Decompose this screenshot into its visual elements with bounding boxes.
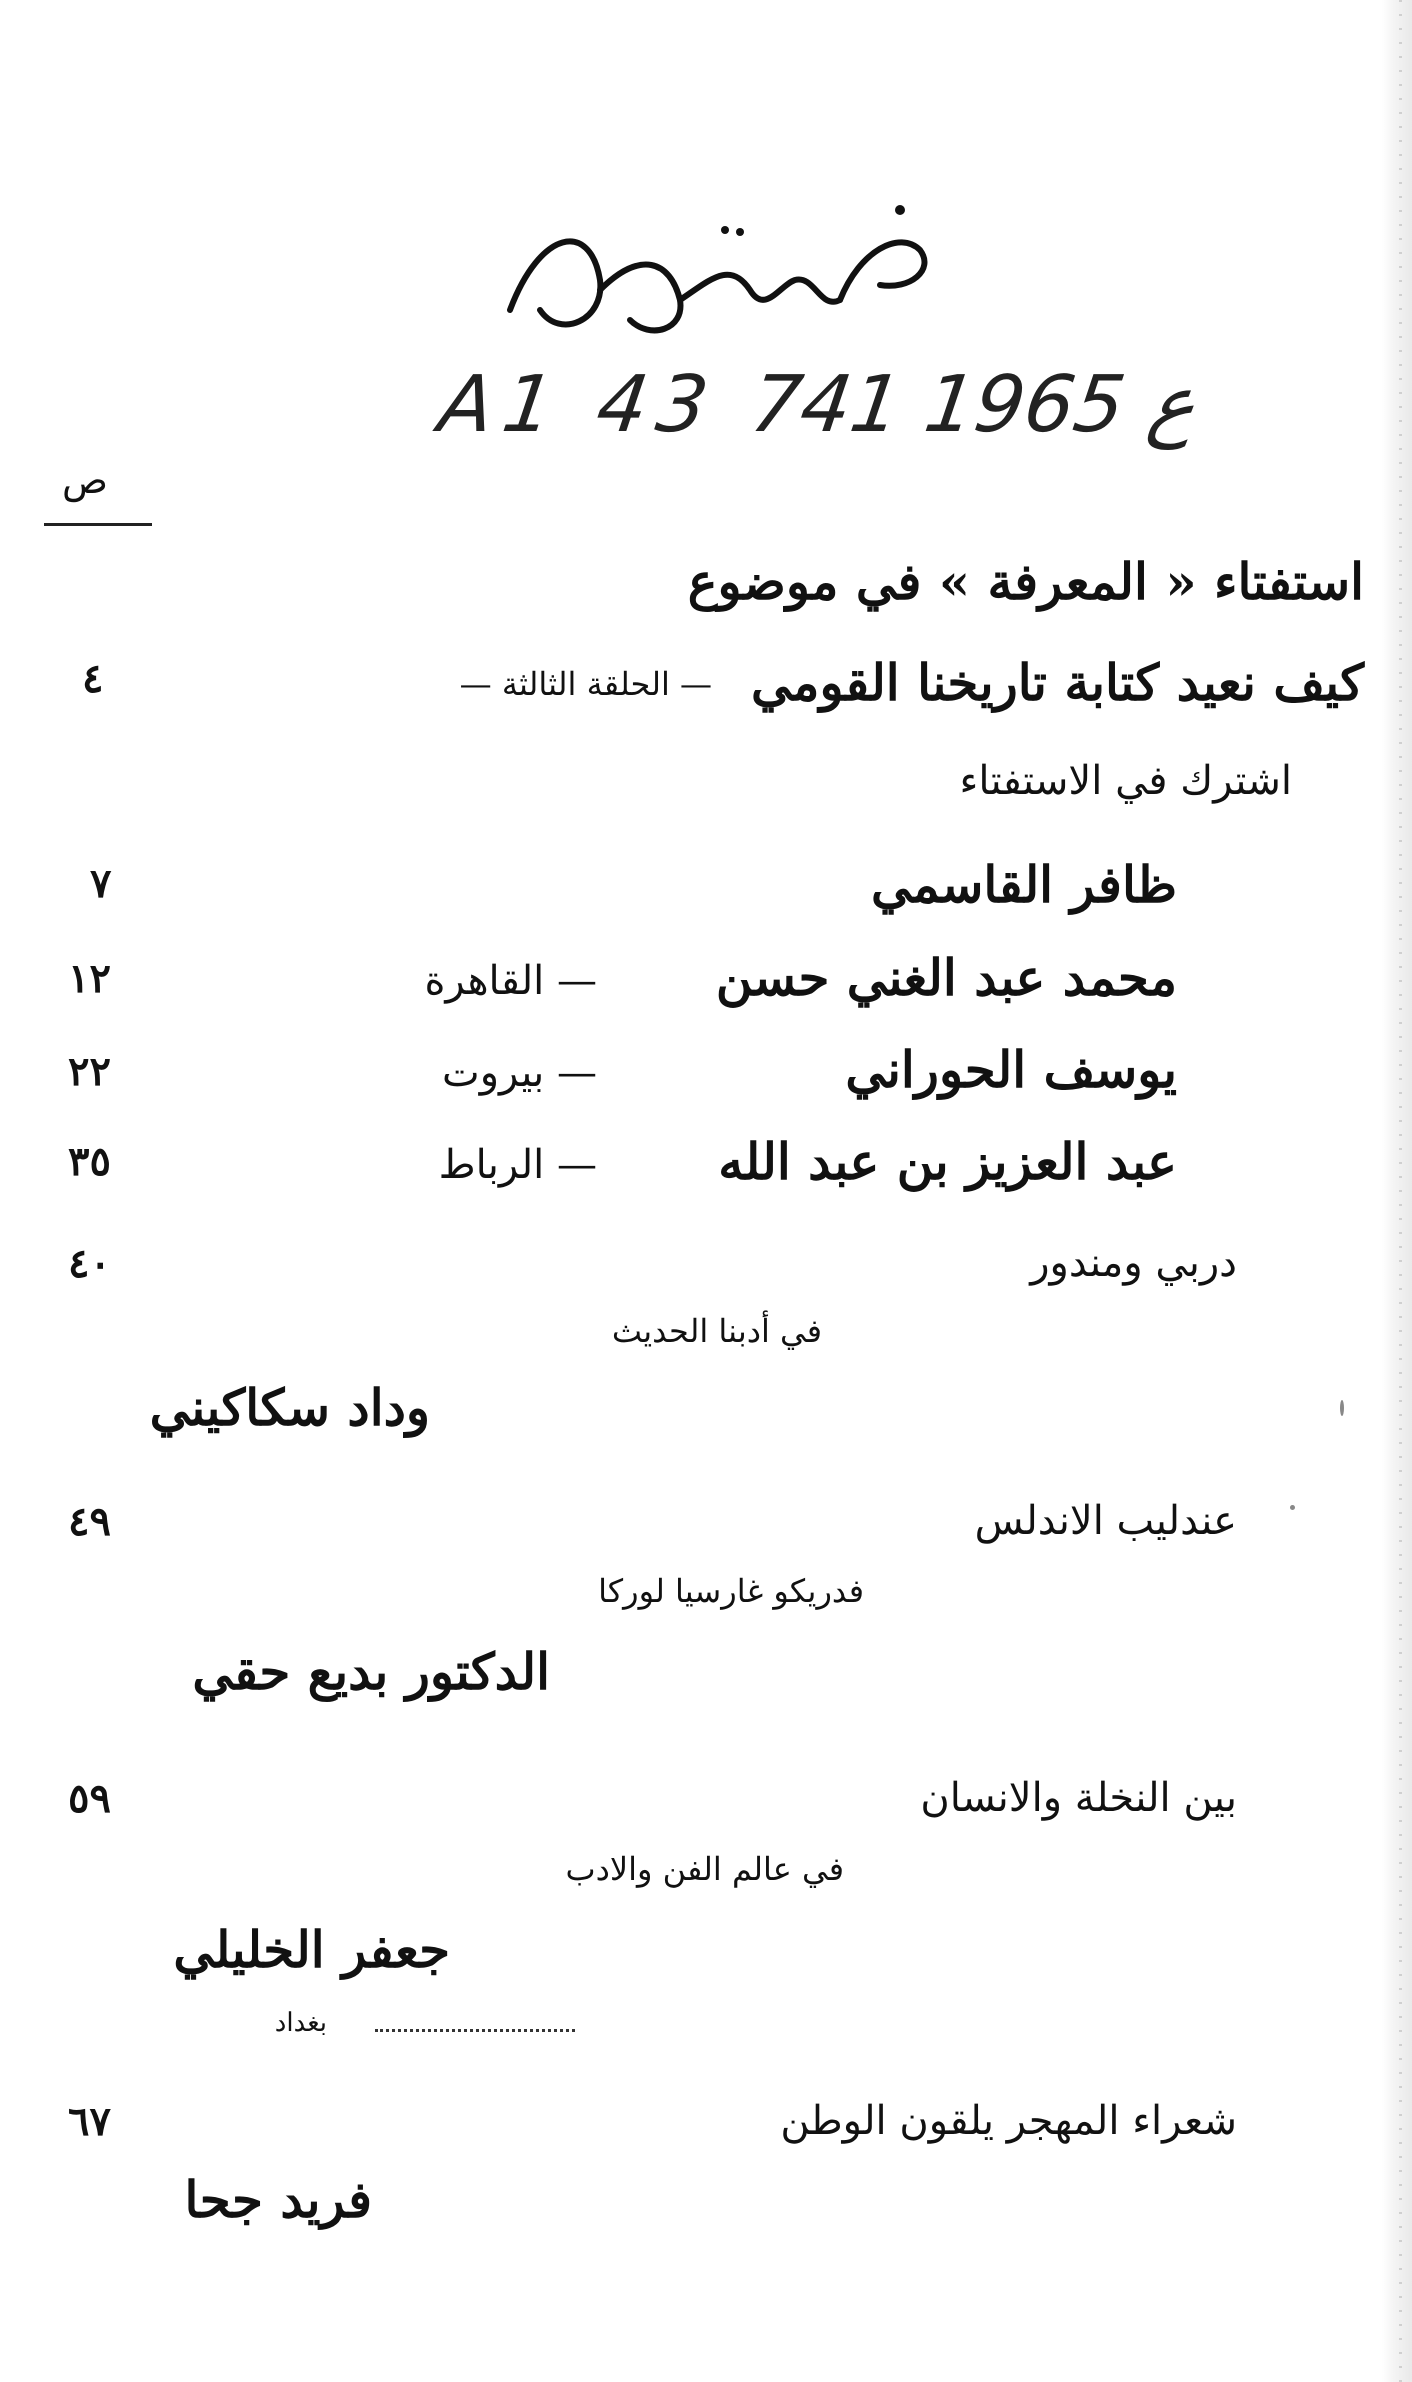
page-column-label: ص [62,458,108,502]
survey-topic: كيف نعيد كتابة تاريخنا القومي [750,653,1364,712]
article-author: جعفر الخليلي [173,1920,450,1979]
article-title: دربي ومندور [1030,1240,1237,1286]
survey-episode: — الحلقة الثالثة — [459,665,712,703]
article-city: بغداد [274,2008,327,2038]
participant-city: — الرباط [438,1142,597,1188]
participant-name: ظافر القاسمي [870,855,1177,914]
page-column-rule [44,523,152,526]
article-page-number: ٤٩ [68,1498,111,1545]
article-page-number: ٤٠ [68,1240,111,1287]
article-subtitle: في أدبنا الحديث [611,1312,822,1350]
survey-title: استفتاء « المعرفة » في موضوع [687,552,1364,611]
scan-speck [1290,1505,1295,1510]
article-page-number: ٥٩ [68,1775,111,1822]
article-subtitle: فدريكو غارسيا لوركا [598,1572,864,1610]
participant-page-number: ٣٥ [68,1138,111,1185]
handwritten-title-logo [480,190,940,360]
article-author: وداد سكاكيني [149,1378,430,1437]
participant-page-number: ٧ [90,860,112,907]
article-title: بين النخلة والانسان [920,1775,1237,1821]
article-author: فريد جحا [184,2170,372,2229]
page-edge-shadow [1382,0,1412,2382]
article-title: عندليب الاندلس [974,1498,1237,1544]
article-subtitle: في عالم الفن والادب [565,1850,844,1888]
participant-page-number: ٢٢ [68,1048,111,1095]
survey-page-number: ٤ [82,655,104,702]
article-author: الدكتور بديع حقي [192,1642,550,1701]
article-title: شعراء المهجر يلقون الوطن [780,2098,1237,2144]
dotted-leader [375,2029,575,2032]
participant-name: محمد عبد الغني حسن [715,948,1177,1007]
scan-speck [1340,1400,1344,1416]
participant-city: — القاهرة [424,958,597,1004]
participant-page-number: ١٢ [68,955,111,1002]
catalog-code: A1 43 ع 1965 741 [433,360,1202,450]
participant-name: عبد العزيز بن عبد الله [718,1132,1177,1191]
article-page-number: ٦٧ [68,2098,111,2145]
page-edge-dots [1399,0,1402,2382]
participants-label: اشترك في الاستفتاء [959,758,1292,804]
participant-name: يوسف الحوراني [845,1040,1177,1099]
participant-city: — بيروت [442,1050,597,1096]
